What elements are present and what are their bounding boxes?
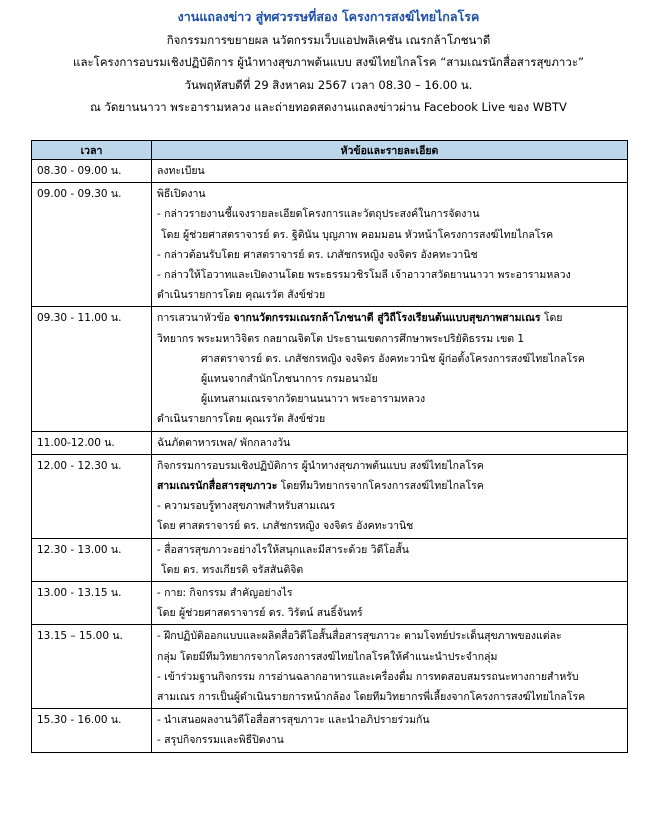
time-text: 13.15 – 15.00 น. xyxy=(37,630,123,643)
detail-text: โดย xyxy=(540,312,563,325)
agenda-row xyxy=(32,431,628,454)
time-cell xyxy=(32,538,152,581)
event-venue: ณ วัดยานนาวา พระอารามหลวง และถ่ายทอดสดงานแถลงข่าวผ่าน Facebook Live ของ WBTV xyxy=(90,100,567,114)
time-column-header: เวลา xyxy=(32,141,152,160)
detail-cell xyxy=(152,431,628,454)
detail-text: โดยทีมวิทยากรจากโครงการสงฆ์ไทยไกลโรค xyxy=(277,480,484,493)
agenda-row xyxy=(32,625,628,709)
detail-cell xyxy=(152,307,628,431)
detail-line: - สรุปกิจกรรมและพิธีปิดงาน xyxy=(157,734,284,747)
detail-text: การเสวนาหัวข้อ xyxy=(157,312,234,325)
activity-subtitle: กิจกรรมการขยายผล นวัตกรรมเว็บแอปพลิเคชัน เณรกล้าโภชนาดี xyxy=(166,32,491,47)
time-text: 12.00 - 12.30 น. xyxy=(37,459,122,472)
time-cell xyxy=(32,454,152,538)
detail-line: - นำเสนอผลงานวิดีโอสื่อสารสุขภาวะ และนำอภิปรายร่วมกัน xyxy=(157,714,430,727)
agenda-row xyxy=(32,307,628,431)
detail-line: - กล่าวรายงานชี้แจงรายละเอียดโครงการและวัตถุประสงค์ในการจัดงาน xyxy=(157,208,480,221)
detail-cell xyxy=(152,160,628,183)
time-text: 09.00 - 09.30 น. xyxy=(37,188,122,201)
detail-line: - สื่อสารสุขภาวะอย่างไรให้สนุกและมีสาระด้วย วิดีโอสั้น xyxy=(157,543,409,556)
agenda-table xyxy=(31,140,628,753)
time-cell xyxy=(32,307,152,431)
detail-cell xyxy=(152,625,628,709)
time-cell xyxy=(32,431,152,454)
time-text: 11.00-12.00 น. xyxy=(37,436,115,449)
detail-line: ศาสตราจารย์ ดร. เภสัชกรหญิง จงจิตร อังคทะวานิช ผู้ก่อตั้งโครงการสงฆ์ไทยไกลโรค xyxy=(201,352,585,365)
agenda-header-row xyxy=(32,141,628,160)
agenda-row xyxy=(32,160,628,183)
detail-line: ฉันภัตตาหารเพล/ พักกลางวัน xyxy=(157,436,291,449)
detail-line xyxy=(157,476,622,496)
detail-line: - กล่าวต้อนรับโดย ศาสตราจารย์ ดร. เภสัชกรหญิง จงจิตร อังคทะวานิช xyxy=(157,248,478,261)
detail-cell xyxy=(152,454,628,538)
detail-line: ดำเนินรายการโดย คุณเรวัต สังข์ช่วย xyxy=(157,289,326,302)
time-cell xyxy=(32,709,152,752)
detail-line: โดย ผู้ช่วยศาสตราจารย์ ดร. ฐิตินัน บุญภาพ คอมมอน หัวหน้าโครงการสงฆ์ไทยไกลโรค xyxy=(161,228,554,241)
document-header xyxy=(0,0,657,119)
bold-topic-text: จากนวัตกรรมเณรกล้าโภชนาดี สู่วิถีโรงเรียนต้นแบบสุขภาพสามเณร xyxy=(233,312,541,325)
time-text: 12.30 - 13.00 น. xyxy=(37,543,122,556)
time-text: 15.30 - 16.00 น. xyxy=(37,714,122,727)
detail-line: ดำเนินรายการโดย คุณเรวัต สังข์ช่วย xyxy=(157,413,326,426)
detail-cell xyxy=(152,538,628,581)
detail-line xyxy=(157,308,622,328)
time-text: 13.00 - 13.15 น. xyxy=(37,587,122,600)
event-date: วันพฤหัสบดีที่ 29 สิงหาคม 2567 เวลา 08.30 – 16.00 น. xyxy=(184,77,473,92)
detail-line: - เข้าร่วมฐานกิจกรรม การอ่านฉลากอาหารและเครื่องดื่ม การทดสอบสมรรถนะทางกายสำหรับ xyxy=(157,670,579,683)
detail-line: กลุ่ม โดยมีทีมวิทยากรจากโครงการสงฆ์ไทยไกลโรคให้คำแนะนำประจำกลุ่ม xyxy=(157,650,498,663)
detail-line: โดย ศาสตราจารย์ ดร. เภสัชกรหญิง จงจิตร อังคทะวานิช xyxy=(157,520,414,533)
detail-line: - กล่าวให้โอวาทและเปิดงานโดย พระธรรมวชิรโมลี เจ้าอาวาสวัดยานนาวา พระอารามหลวง xyxy=(157,269,571,282)
agenda-row xyxy=(32,538,628,581)
agenda-row xyxy=(32,183,628,307)
time-cell xyxy=(32,582,152,625)
agenda-row xyxy=(32,709,628,752)
time-cell xyxy=(32,183,152,307)
time-text: 09.30 - 11.00 น. xyxy=(37,312,122,325)
detail-line: สามเณร การเป็นผู้ดำเนินรายการหน้ากล้อง โดยทีมวิทยากรพี่เลี้ยงจากโครงการสงฆ์ไทยไกลโรค xyxy=(157,691,586,704)
detail-line: - ความรอบรู้ทางสุขภาพสำหรับสามเณร xyxy=(157,500,336,513)
detail-line: โดย ดร. ทรงเกียรติ จรัสสันติจิต xyxy=(161,563,304,576)
detail-cell xyxy=(152,709,628,752)
detail-line: - กาย: กิจกรรม สำคัญอย่างไร xyxy=(157,587,293,600)
detail-line: ผู้แทนสามเณรจากวัดยานนนาวา พระอารามหลวง xyxy=(201,393,426,406)
time-cell xyxy=(32,160,152,183)
detail-line: ลงทะเบียน xyxy=(157,165,205,177)
detail-line: ผู้แทนจากสำนักโภชนาการ กรมอนามัย xyxy=(201,373,378,386)
agenda-row xyxy=(32,582,628,625)
agenda-row xyxy=(32,454,628,538)
detail-column-header: หัวข้อและรายละเอียด xyxy=(152,141,628,160)
detail-cell xyxy=(152,582,628,625)
time-cell xyxy=(32,625,152,709)
workshop-subtitle: และโครงการอบรมเชิงปฏิบัติการ ผู้นำทางสุขภาพต้นแบบ สงฆ์ไทยไกลโรค “สามเณรนักสื่อสารสุขภาวะ” xyxy=(73,55,584,69)
event-title: งานแถลงข่าว สู่ทศวรรษที่สอง โครงการสงฆ์ไทยไกลโรค xyxy=(177,9,480,24)
detail-line: พิธีเปิดงาน xyxy=(157,188,206,201)
agenda-body xyxy=(32,160,628,753)
detail-cell xyxy=(152,183,628,307)
bold-topic-text: สามเณรนักสื่อสารสุขภาวะ xyxy=(157,480,278,493)
detail-line: - ฝึกปฏิบัติออกแบบและผลิตสื่อวิดีโอสั้นสื่อสารสุขภาวะ ตามโจทย์ประเด็นสุขภาพของแต่ละ xyxy=(157,630,562,643)
detail-line: โดย ผู้ช่วยศาสตราจารย์ ดร. วิรัตน์ สนธิ์จันทร์ xyxy=(157,607,363,620)
detail-line: วิทยากร พระมหาวิจิตร กลยาณจิตโต ประธานเขตการศึกษาพระปริยัติธรรม เขต 1 xyxy=(157,332,525,345)
time-text: 08.30 - 09.00 น. xyxy=(37,165,122,177)
detail-line: กิจกรรมการอบรมเชิงปฏิบัติการ ผู้นำทางสุขภาพต้นแบบ สงฆ์ไทยไกลโรค xyxy=(157,459,484,472)
